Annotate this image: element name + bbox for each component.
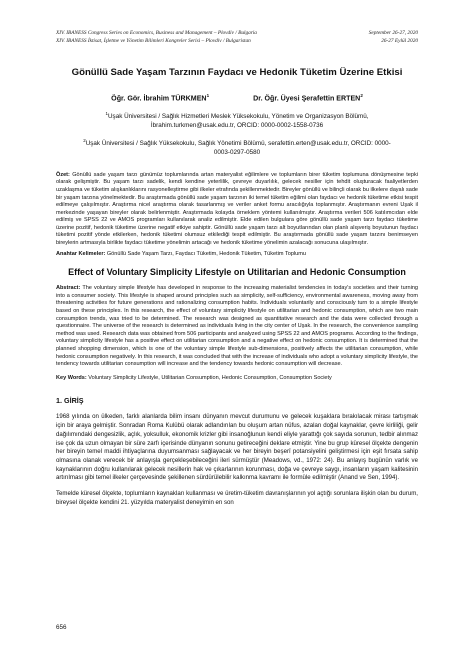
author-2 [253,93,363,102]
header-right-line-2: 26-27 Eylül 2020 [381,37,418,44]
abstract-english-text: The voluntary simple lifestyle has developed in response to the increasing materialist tendencies in today's societies and their turning into a consumer society. This lifestyle is shaped around principles such as simplicity, self-sufficiency, environmental awareness, moving away from threatening activities for future generations and rationalizing consumption habits. Individuals voluntarily and consciously turn to a simple lifestyle based on these principles. In this research, the effect of voluntary simplicity lifestyle on utilitarian and hedonic consumption, which are two main consumption trends, was tried to be determined. The research was designed as quantitative research and the data were collected through a questionnaire. The universe of the research is determined as individuals living in the city center of Uşak. In the research, the convenience sampling method was used. Research data was obtained from 506 participants and analyzed using SPSS 22 and AMOS programs. According to the findings, voluntary simplicity lifestyle has a positive effect on utilitarian consumption and a negative effect on hedonic consumption. It is determined that the planned shopping dimension, which is one of the voluntary simple lifestyle sub-dimensions, positively affects the utilitarian consumption, while hedonic consumption negatively. In this research, it was concluded that with the increase of individuals who adopt a voluntary simplicity lifestyle, the tendency towards utilitarian consumption will increase and the tendency towards hedonic consumption will decrease. [56,285,418,368]
header-right [369,30,418,45]
paper-title-turkish: Gönüllü Sade Yaşam Tarzının Faydacı ve Hedonik Tüketim Üzerine Etkisi [71,67,403,78]
affiliation-1-sup: 1 [105,111,108,117]
abstract-english-label: Abstract: [56,285,81,292]
header-left-line-1: XIV. IBANESS Congress Series on Economics, Business and Management – Plovdiv / Bulgaria [56,30,257,36]
keywords-turkish [56,251,418,259]
affiliation-1 [56,110,418,131]
author-1-sup: 1 [206,93,210,98]
abstract-turkish-label: Özet: [56,171,70,178]
abstract-turkish [56,172,418,248]
author-1-name: Öğr. Gör. İbrahim TÜRKMEN [111,94,207,103]
author-2-sup: 2 [360,93,363,98]
author-1 [111,93,209,102]
affiliation-2-line-2: 0003-0297-0580 [213,148,261,156]
keywords-turkish-label: Anahtar Kelimeler: [56,250,106,257]
body-paragraph-1: 1968 yılında on ülkeden, farklı alanlarda bilim insanı dünyanın mevcut durumunu ve gelecek kuşaklara bırakılacak mirası tartışmak için bir araya gelmiştir. Sonradan Roma Kulübü olarak adlandırılan bu oluşum artan nüfus, azalan doğal kaynaklar, çevre kirliliği, gelir dağılımındaki dengesizlik, açlık, yoksulluk, ekonomik krizler gibi insanoğlunun kendi eliyle yarattığı çok sayıda sorunun, tedbir alınmaz ise çok da uzun olmayan bir süre zarfı içerisinde dünyanın sonunu getireceğini deklare etmiştir. Yine bu grup küresel ölçekte dengenin her bireyin temel maddi ihtiyaçlarına duyumsanması sağlayacak ve her bireyin beşerî potansiyelini geliştirmesi için eşit fırsata sahip olmasına olanak verecek bir anlayışla gerçekleşebileceğini ileri sürmüştür (Meadows, vd., 1972: 24). Bu anlayış bugünün varlık ve kaynaklarının doğru kullanılarak gelecek nesillerin hak ve çıkarlarının korunması, doğa ve çevreye saygı, insanların yaşam kalitesinin artırılması gibi temel ilkeler çerçevesinde şekillenen sürdürülebilir kalkınma kavramı ile formüle edilmiştir (Anand ve Sen, 1994). [56,413,418,482]
paper-title-english: Effect of Voluntary Simplicity Lifestyle on Utilitarian and Hedonic Consumption [68,267,406,278]
affiliation-1-line-2: İbrahim.turkmen@usak.edu.tr, ORCID: 0000-0002-1558-0736 [150,122,324,130]
affiliation-1-line-1: Uşak Üniversitesi / Sağlık Hizmetleri Meslek Yüksekokulu, Yönetim ve Organizasyon Bölümü, [108,113,369,121]
affiliation-2 [56,137,418,158]
body-paragraph-2: Temelde küresel ölçekte, toplumların kaynakları kullanması ve üretim-tüketim davranışlarının yol açtığı sorunlara ilişkin olan bu durum, bireysel ölçekte kendini 21. yüzyılda materyalist deneyimin en son [56,490,418,506]
author-list [56,93,418,102]
header-right-line-1: September 26-27, 2020 [368,30,418,36]
author-2-name: Dr. Öğr. Üyesi Şerafettin ERTEN [253,94,361,103]
affiliation-2-line-1: Uşak Üniversitesi / Sağlık Yüksekokulu, Sağlık Yönetimi Bölümü, serafettin.erten@usak.edu.tr, ORCID: 0000- [85,140,391,148]
page-number: 656 [56,624,67,631]
section-heading-intro: 1. GİRİŞ [56,396,84,406]
keywords-english-text: Voluntary Simplicity Lifestyle, Utilitarian Consumption, Hedonic Consumption, Consumption Society [86,374,332,381]
keywords-english-label: Key Words: [56,374,87,381]
running-header [56,30,418,45]
abstract-turkish-text: Gönüllü sade yaşam tarzı günümüz toplumlarında artan materyalist eğilimlere ve toplumların birer tüketim toplumuna dönüşmesine tepki olarak gelişmiştir. Bu yaşam tarzı sadelik, kendi kendine yeterlilik, çevreye duyarlılık, gelecek nesiller için tehdit oluşturacak faaliyetlerden uzaklaşma ve tüketim alışkanlıklarını rasyonelleştirme gibi ilkeler etrafında şekillenmektedir. Bireyler gönüllü ve bilinçli olarak bu ilkelere dayalı sade bir yaşam tarzına yönelmektedir. Bu araştırmada gönüllü sade yaşam tarzının iki temel tüketim eğilimi olan faydacı ve hedonik tüketime etkisi tespit edilmeye çalışılmıştır. Araştırma nicel araştırma olarak tasarlanmış ve veriler anket formu aracılığıyla toplanmıştır. Araştırmanın evreni Uşak il merkezinde yaşayan bireyler olarak belirlenmiştir. Araştırmada kolayda örneklem yöntemi kullanılmıştır. Araştırma verileri 506 katılımcıdan elde edilmiş ve SPSS 22 ve AMOS programları kullanılarak analiz edilmiştir. Elde edilen bulgulara göre gönüllü sade yaşam tarzı faydacı tüketime üzerine pozitif, hedonik tüketime üzerine negatif etkiye sahiptir. Gönüllü sade yaşam tarzı alt boyutlarından olan planlı alışveriş boyutunun faydacı tüketimi pozitif yönde etkilerken, hedonik tüketimi olumsuz etkilediği tespit edilmiştir. Bu araştırmada gönüllü sade yaşam tarzını benimseyen bireylerin artmasıyla birlikte faydacı tüketime yönelimin artacağı ve hedonik tüketime yönelimin azalacağı sonucuna ulaşılmıştır. [56,171,418,247]
header-left-line-2: XIV. IBANESS İktisat, İşletme ve Yönetim Bilimleri Kongreler Serisi – Plovdiv / Bulgaristan [56,37,251,44]
keywords-turkish-text: Gönüllü Sade Yaşam Tarzı, Faydacı Tüketim, Hedonik Tüketim, Tüketim Toplumu [105,250,306,257]
abstract-english [56,285,418,369]
affiliation-2-sup: 2 [83,138,86,144]
keywords-english [56,375,418,383]
